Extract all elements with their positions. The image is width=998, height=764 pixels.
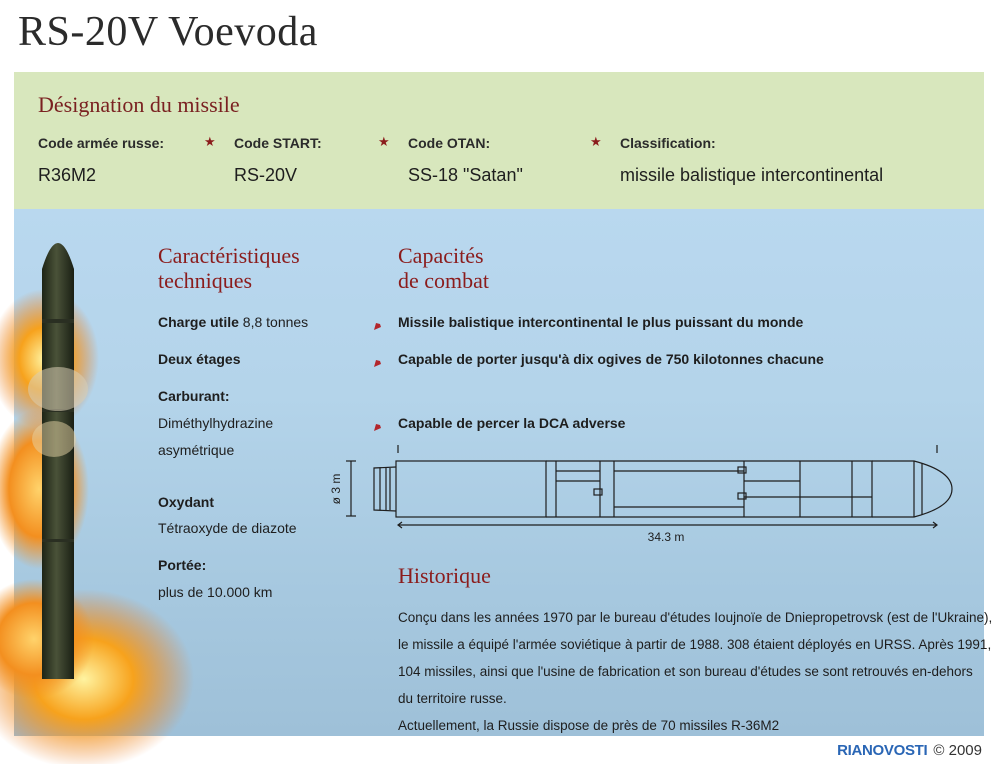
star-icon: ★ [590,134,602,149]
range-value: plus de 10.000 km [158,584,273,600]
history-heading: Historique [398,563,491,588]
combat-item: Missile balistique intercontinental le plus puissant du monde [398,314,803,330]
brand-logo: RIANOVOSTI [837,742,928,759]
combat-item: Capable de porter jusqu'à dix ogives de 750 kilotonnes chacune [398,351,824,367]
tech-heading: Caractéristiques techniques [158,243,300,293]
value-nato-code: SS-18 "Satan" [408,165,523,185]
history-line: Actuellement, la Russie dispose de près de 70 missiles R-36M2 [398,718,780,733]
star-icon: ★ [204,134,216,149]
missile-bullet-icon [374,313,390,331]
value-russian-army-code: R36M2 [38,165,97,185]
designation-heading: Désignation du missile [38,92,240,117]
history-text [398,604,993,739]
label-russian-army-code: Code armée russe: [38,135,165,151]
history-line: Conçu dans les années 1970 par le bureau d'études Ioujnoïe de Dniepropetrovsk (est de l'Ukraine), [398,610,993,625]
missile-bullet-icon [374,414,390,432]
rocket-launch-image [14,209,144,736]
star-icon: ★ [378,134,390,149]
stages-item: Deux étages [158,351,241,367]
combat-item: Capable de percer la DCA adverse [398,415,625,431]
length-label: 34.3 m [647,530,685,544]
footer-credit [837,742,982,759]
oxidizer-label: Oxydant [158,494,215,510]
oxidizer-value: Tétraoxyde de diazote [158,520,297,536]
history-line: du territoire russe. [398,691,507,706]
page-title: RS-20V Voevoda [18,9,318,55]
designation-panel [14,72,984,209]
history-line: 104 missiles, ainsi que l'usine de fabrication et son bureau d'études se sont retrouvés en-dehors [398,664,973,679]
history-line: le missile a équipé l'armée soviétique à partir de 1988. 308 étaient déployés en URSS. Après 1991, [398,637,992,652]
fuel-label: Carburant: [158,388,230,404]
fuel-value-line1: Diméthylhydrazine [158,415,274,431]
missile-diagram [329,437,972,549]
copyright: © 2009 [933,742,982,759]
value-classification: missile balistique intercontinental [620,165,884,185]
combat-heading: Capacités de combat [398,243,490,293]
label-nato-code: Code OTAN: [408,135,491,151]
payload-item: Charge utile 8,8 tonnes [158,314,309,330]
value-start-code: RS-20V [234,165,298,185]
diameter-label: ø 3 m [329,473,343,505]
range-label: Portée: [158,557,207,573]
label-classification: Classification: [620,135,716,151]
fuel-value-line2: asymétrique [158,442,235,458]
label-start-code: Code START: [234,135,322,151]
content-area [14,209,993,736]
missile-bullet-icon [374,350,390,368]
